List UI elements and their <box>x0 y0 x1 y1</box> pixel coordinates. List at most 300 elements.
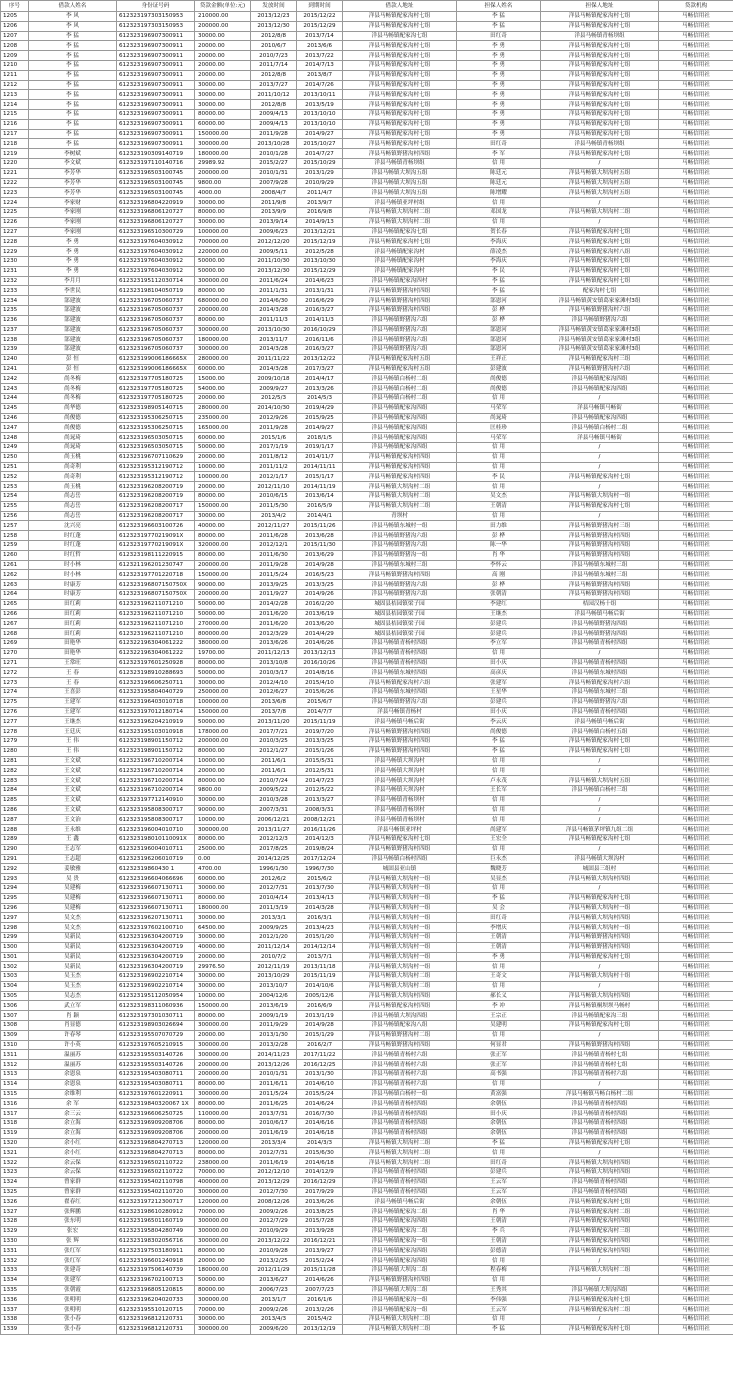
table-row <box>1 1070 733 1080</box>
cell-institution: 马畅信用社 <box>659 90 733 100</box>
cell-guarantor-name: 王朝清 <box>457 501 541 511</box>
cell-seq: 1332 <box>1 1256 29 1266</box>
cell-due-date: 1996/7/30 <box>297 864 343 874</box>
cell-seq: 1262 <box>1 570 29 580</box>
cell-borrower-address: 洋县马畅镇青杨村四组 <box>343 1119 457 1129</box>
table-row <box>1 1109 733 1119</box>
cell-amount: 30000.00 <box>195 217 251 227</box>
cell-due-date: 2014/6/26 <box>297 639 343 649</box>
cell-institution: 马畅信用社 <box>659 12 733 22</box>
cell-borrower-name: 彭 恒 <box>29 354 117 364</box>
cell-guarantor-address: / <box>541 981 659 991</box>
cell-institution: 马畅信用社 <box>659 590 733 600</box>
cell-institution: 马畅信用社 <box>659 1236 733 1246</box>
cell-issue-date: 2010/4/14 <box>251 893 297 903</box>
cell-seq: 1272 <box>1 668 29 678</box>
cell-id-number: 612323196607130711 <box>117 893 195 903</box>
cell-amount: 50000.00 <box>195 599 251 609</box>
cell-due-date: 2014/7/26 <box>297 80 343 90</box>
cell-guarantor-name: 田红奇 <box>457 31 541 41</box>
cell-borrower-name: 李 风 <box>29 21 117 31</box>
cell-borrower-name: 李芳华 <box>29 178 117 188</box>
cell-guarantor-name: 郜恩河 <box>457 335 541 345</box>
cell-amount: 320000.00 <box>195 541 251 551</box>
cell-due-date: 2015/5/24 <box>297 1089 343 1099</box>
cell-institution: 马畅信用社 <box>659 1021 733 1031</box>
cell-seq: 1321 <box>1 1148 29 1158</box>
cell-due-date: 2015/10/27 <box>297 139 343 149</box>
cell-id-number: 612323196211071210 <box>117 619 195 629</box>
cell-due-date: 2016/12/25 <box>297 1060 343 1070</box>
header-issue-date: 发放时间 <box>251 1 297 12</box>
cell-guarantor-address: 洋县马畅镇配家沟村七组 <box>541 70 659 80</box>
cell-guarantor-address: / <box>541 795 659 805</box>
cell-institution: 马畅信用社 <box>659 315 733 325</box>
cell-guarantor-address: 洋县马畅镇野猪沟村四组 <box>541 590 659 600</box>
cell-institution: 马畅信用社 <box>659 736 733 746</box>
cell-issue-date: 2009/2/26 <box>251 1305 297 1315</box>
cell-amount: 150000.00 <box>195 1001 251 1011</box>
cell-id-number: 61232319860430 1 <box>117 864 195 874</box>
cell-borrower-address: 洋县马畅镇配家沟二组 <box>343 1207 457 1217</box>
cell-amount: 200000.00 <box>195 21 251 31</box>
cell-id-number: 612323196204210919 <box>117 717 195 727</box>
cell-id-number: 612323196503050715 <box>117 433 195 443</box>
table-row <box>1 531 733 541</box>
cell-due-date: 2015/4/2 <box>297 1314 343 1324</box>
cell-borrower-address: 洋县马畅镇野猪沟六组 <box>343 345 457 355</box>
cell-amount: 80000.00 <box>195 1099 251 1109</box>
cell-issue-date: 2011/5/24 <box>251 570 297 580</box>
cell-due-date: 2015/11/30 <box>297 541 343 551</box>
cell-id-number: 612323197705180725 <box>117 394 195 404</box>
cell-guarantor-name: 邓国龙 <box>457 207 541 217</box>
cell-guarantor-name: 李 勇 <box>457 80 541 90</box>
cell-guarantor-name: 信 用 <box>457 1314 541 1324</box>
cell-borrower-name: 吴志杰 <box>29 991 117 1001</box>
cell-seq: 1221 <box>1 168 29 178</box>
cell-id-number: 612323196604066696 <box>117 874 195 884</box>
cell-institution: 马畅信用社 <box>659 1324 733 1334</box>
cell-due-date: 2014/11/11 <box>297 462 343 472</box>
table-row <box>1 717 733 727</box>
cell-guarantor-address: 洋县马畅镇大坝沟村 <box>541 854 659 864</box>
table-row <box>1 776 733 786</box>
cell-guarantor-name: 李 猛 <box>457 21 541 31</box>
cell-amount: 30000.00 <box>195 1314 251 1324</box>
cell-institution: 马畅信用社 <box>659 1030 733 1040</box>
cell-borrower-address: 洋县马畅镇马畅后街 <box>343 1197 457 1207</box>
cell-issue-date: 2009/1/19 <box>251 1011 297 1021</box>
cell-guarantor-address: 洋县马畅镇配家沟村七组 <box>541 1324 659 1334</box>
cell-amount: 20000.00 <box>195 452 251 462</box>
cell-due-date: 2013/9/7 <box>297 198 343 208</box>
cell-guarantor-address: 洋县马畅镇野猪沟四组 <box>541 629 659 639</box>
cell-seq: 1314 <box>1 1079 29 1089</box>
cell-due-date: 2017/12/24 <box>297 854 343 864</box>
cell-borrower-name: 张朝霞 <box>29 1285 117 1295</box>
cell-borrower-name: 许春琴 <box>29 1030 117 1040</box>
cell-seq: 1279 <box>1 736 29 746</box>
cell-borrower-name: 许小英 <box>29 1040 117 1050</box>
cell-issue-date: 2009/9/27 <box>251 384 297 394</box>
cell-borrower-name: 温丽苏 <box>29 1060 117 1070</box>
cell-due-date: 2017/3/27 <box>297 364 343 374</box>
cell-guarantor-name: 信 用 <box>457 883 541 893</box>
cell-issue-date: 2009/2/26 <box>251 1207 297 1217</box>
cell-borrower-name: 李 勇 <box>29 256 117 266</box>
cell-institution: 马畅信用社 <box>659 1011 733 1021</box>
cell-id-number: 612323196812120731 <box>117 1324 195 1334</box>
cell-borrower-address: 洋县马畅镇青杨村四组 <box>343 1187 457 1197</box>
cell-borrower-name: 时红哲 <box>29 550 117 560</box>
cell-guarantor-address: / <box>541 158 659 168</box>
cell-institution: 马畅信用社 <box>659 952 733 962</box>
cell-guarantor-name: 信 用 <box>457 815 541 825</box>
cell-seq: 1280 <box>1 746 29 756</box>
cell-borrower-address: 洋县马畅镇野猪沟六组 <box>343 325 457 335</box>
cell-guarantor-name: 李 猛 <box>457 893 541 903</box>
cell-due-date: 2016/9/8 <box>297 207 343 217</box>
cell-amount: 200000.00 <box>195 1128 251 1138</box>
cell-guarantor-name: 何显君 <box>457 1040 541 1050</box>
cell-seq: 1247 <box>1 423 29 433</box>
table-row <box>1 237 733 247</box>
cell-borrower-name: 王常旺 <box>29 658 117 668</box>
cell-id-number: 612323196907300911 <box>117 80 195 90</box>
table-row <box>1 629 733 639</box>
cell-institution: 马畅信用社 <box>659 1314 733 1324</box>
cell-seq: 1243 <box>1 384 29 394</box>
cell-seq: 1276 <box>1 707 29 717</box>
cell-borrower-address: 洋县马畅镇配家沟村七组 <box>343 100 457 110</box>
cell-guarantor-address: 洋县马畅镇东城村四组 <box>541 668 659 678</box>
cell-borrower-address: 洋县马畅镇大坝沟村二组 <box>343 217 457 227</box>
cell-borrower-name: 李芳华 <box>29 168 117 178</box>
cell-amount: 300000.00 <box>195 1324 251 1334</box>
cell-borrower-name: 郜建波 <box>29 305 117 315</box>
cell-seq: 1302 <box>1 962 29 972</box>
cell-due-date: 2014/5/3 <box>297 394 343 404</box>
cell-issue-date: 2011/11/22 <box>251 354 297 364</box>
cell-guarantor-address: 洋县马畅镇东城村三组 <box>541 560 659 570</box>
cell-issue-date: 2009/5/22 <box>251 785 297 795</box>
cell-id-number: 612323196607130711 <box>117 903 195 913</box>
cell-seq: 1312 <box>1 1060 29 1070</box>
cell-borrower-address: 洋县马畅镇青杨村六组 <box>343 1050 457 1060</box>
cell-guarantor-name: 王秀其 <box>457 1285 541 1295</box>
table-row <box>1 492 733 502</box>
table-row <box>1 256 733 266</box>
cell-seq: 1338 <box>1 1314 29 1324</box>
cell-issue-date: 2011/9/28 <box>251 560 297 570</box>
cell-guarantor-name: 李 民 <box>457 266 541 276</box>
cell-id-number: 612323196907300911 <box>117 100 195 110</box>
cell-amount: 0.00 <box>195 854 251 864</box>
cell-guarantor-address: 洋县马畅镇配家沟村七组 <box>541 501 659 511</box>
cell-institution: 马畅信用社 <box>659 991 733 1001</box>
cell-amount: 300000.00 <box>195 1295 251 1305</box>
cell-borrower-name: 王永维 <box>29 825 117 835</box>
table-row <box>1 207 733 217</box>
table-row <box>1 1050 733 1060</box>
table-row <box>1 109 733 119</box>
cell-due-date: 2013/7/30 <box>297 883 343 893</box>
cell-due-date: 2014/9/13 <box>297 217 343 227</box>
cell-guarantor-address: 洋县马畅镇配家沟村七组 <box>541 952 659 962</box>
cell-due-date: 2013/12/21 <box>297 227 343 237</box>
cell-institution: 马畅信用社 <box>659 962 733 972</box>
cell-due-date: 2016/11/26 <box>297 825 343 835</box>
cell-guarantor-name: 肖 华 <box>457 550 541 560</box>
cell-amount: 60000.00 <box>195 119 251 129</box>
cell-guarantor-address: 洋县马畅镇配家沟村七组 <box>541 276 659 286</box>
cell-institution: 马畅信用社 <box>659 21 733 31</box>
cell-amount: 20000.00 <box>195 766 251 776</box>
cell-borrower-name: 吴建梅 <box>29 893 117 903</box>
cell-guarantor-name: 信 用 <box>457 962 541 972</box>
cell-borrower-address: 洋县马畅镇大坝沟村 <box>343 766 457 776</box>
cell-amount: 220000.00 <box>195 247 251 257</box>
cell-borrower-name: 尚志岳 <box>29 492 117 502</box>
cell-borrower-name: 田红莉 <box>29 609 117 619</box>
cell-borrower-address: 洋县马畅镇配家沟村四组 <box>343 472 457 482</box>
header-due-date: 到期时间 <box>297 1 343 12</box>
cell-seq: 1339 <box>1 1324 29 1334</box>
cell-institution: 马畅信用社 <box>659 433 733 443</box>
table-row <box>1 129 733 139</box>
cell-guarantor-name: 王长军 <box>457 785 541 795</box>
cell-issue-date: 2013/9/14 <box>251 217 297 227</box>
table-row <box>1 736 733 746</box>
cell-institution: 马畅信用社 <box>659 1168 733 1178</box>
cell-amount: 10000.00 <box>195 991 251 1001</box>
cell-amount: 30000.00 <box>195 932 251 942</box>
cell-id-number: 612323196503050715 <box>117 443 195 453</box>
cell-amount: 80000.00 <box>195 1285 251 1295</box>
cell-borrower-name: 郜建波 <box>29 335 117 345</box>
cell-id-number: 612323196304200719 <box>117 952 195 962</box>
cell-borrower-address: 洋县马畅镇大坝沟村二组 <box>343 207 457 217</box>
cell-issue-date: 2014/3/28 <box>251 345 297 355</box>
cell-seq: 1248 <box>1 433 29 443</box>
cell-borrower-address: 洋县马畅镇野猪沟村四组 <box>343 746 457 756</box>
cell-borrower-name: 李 猛 <box>29 31 117 41</box>
cell-seq: 1252 <box>1 472 29 482</box>
cell-guarantor-name: 李 兵 <box>457 1226 541 1236</box>
cell-guarantor-address: 洋县马畅镇白杨村三组 <box>541 785 659 795</box>
cell-institution: 马畅信用社 <box>659 1246 733 1256</box>
cell-amount: 200000.00 <box>195 1060 251 1070</box>
cell-borrower-name: 尚俊德 <box>29 423 117 433</box>
table-row <box>1 1197 733 1207</box>
cell-borrower-name: 吴 贵 <box>29 874 117 884</box>
cell-due-date: 2014/4/1 <box>297 511 343 521</box>
cell-guarantor-name: 李 冲 <box>457 1001 541 1011</box>
cell-borrower-name: 李 风 <box>29 12 117 22</box>
table-row <box>1 247 733 257</box>
table-row <box>1 1148 733 1158</box>
cell-issue-date: 2011/6/1 <box>251 756 297 766</box>
cell-amount: 200000.00 <box>195 560 251 570</box>
cell-issue-date: 2011/7/14 <box>251 60 297 70</box>
cell-borrower-name: 尚志岳 <box>29 501 117 511</box>
cell-id-number: 612323197601250928 <box>117 658 195 668</box>
cell-borrower-address: 洋县马畅镇配家沟七组 <box>343 227 457 237</box>
cell-issue-date: 2013/1/7 <box>251 1295 297 1305</box>
cell-guarantor-address: 洋县马畅镇黄安镇葛家家滩村3组 <box>541 325 659 335</box>
cell-borrower-name: 王文治 <box>29 815 117 825</box>
cell-institution: 马畅信用社 <box>659 501 733 511</box>
cell-guarantor-address: 洋县马畅镇青杨坝组 <box>541 139 659 149</box>
cell-seq: 1228 <box>1 237 29 247</box>
cell-guarantor-name: 李 勇 <box>457 119 541 129</box>
cell-guarantor-name: 田红奇 <box>457 1158 541 1168</box>
cell-due-date: 2016/12/21 <box>297 1236 343 1246</box>
cell-borrower-name: 吴新民 <box>29 932 117 942</box>
cell-amount: 80000.00 <box>195 1246 251 1256</box>
cell-institution: 马畅信用社 <box>659 384 733 394</box>
cell-amount: 20000.00 <box>195 952 251 962</box>
cell-guarantor-name: 尚俊德 <box>457 384 541 394</box>
cell-borrower-name: 尚志岳 <box>29 511 117 521</box>
table-row <box>1 374 733 384</box>
cell-guarantor-address: 洋县马畅镇青杨村七组 <box>541 1060 659 1070</box>
cell-borrower-address: 洋县马畅镇青杨村六组 <box>343 1079 457 1089</box>
cell-institution: 马畅信用社 <box>659 541 733 551</box>
cell-seq: 1236 <box>1 315 29 325</box>
cell-amount: 9800.00 <box>195 178 251 188</box>
cell-due-date: 2014/7/23 <box>297 776 343 786</box>
cell-borrower-address: 洋县马畅镇青杨坝村 <box>343 795 457 805</box>
cell-amount: 400000.00 <box>195 1177 251 1187</box>
cell-borrower-name: 余三云 <box>29 1109 117 1119</box>
cell-guarantor-name: 吴 会 <box>457 903 541 913</box>
cell-borrower-address: 洋县马畅镇配家沟四组 <box>343 1217 457 1227</box>
cell-borrower-address: 洋县马畅镇配家沟一组 <box>343 1305 457 1315</box>
cell-amount: 200000.00 <box>195 1070 251 1080</box>
table-row <box>1 825 733 835</box>
cell-amount: 150000.00 <box>195 707 251 717</box>
cell-guarantor-name: 魏晓芳 <box>457 864 541 874</box>
cell-borrower-address: 洋县马畅镇大坝沟五组 <box>343 188 457 198</box>
cell-institution: 马畅信用社 <box>659 776 733 786</box>
cell-amount: 110000.00 <box>195 1109 251 1119</box>
cell-due-date: 2015/11/28 <box>297 1266 343 1276</box>
cell-issue-date: 2010/1/31 <box>251 168 297 178</box>
cell-guarantor-name: 李 勇 <box>457 51 541 61</box>
cell-guarantor-address: 洋县马畅镇配家沟村四组 <box>541 1246 659 1256</box>
cell-borrower-name: 李文斌 <box>29 158 117 168</box>
cell-borrower-address: 洋县马畅镇马畅后街 <box>343 717 457 727</box>
cell-seq: 1263 <box>1 580 29 590</box>
cell-borrower-name: 尚玉桃 <box>29 482 117 492</box>
cell-due-date: 2008/3/31 <box>297 805 343 815</box>
cell-guarantor-address: 洋县马畅镇东城村三组 <box>541 570 659 580</box>
cell-amount: 178000.00 <box>195 727 251 737</box>
cell-borrower-name: 温丽苏 <box>29 1050 117 1060</box>
table-row <box>1 286 733 296</box>
cell-borrower-address: 洋县马畅镇白杨村四组 <box>343 854 457 864</box>
cell-seq: 1286 <box>1 805 29 815</box>
cell-borrower-address: 洋县马畅镇野猪沟村四组 <box>343 1275 457 1285</box>
cell-issue-date: 2011/9/8 <box>251 198 297 208</box>
cell-id-number: 612323196601240918 <box>117 1256 195 1266</box>
cell-seq: 1241 <box>1 364 29 374</box>
cell-guarantor-name: 信 用 <box>457 217 541 227</box>
cell-due-date: 2013/2/26 <box>297 1305 343 1315</box>
cell-issue-date: 2006/12/21 <box>251 815 297 825</box>
cell-id-number: 612323198311060936 <box>117 1001 195 1011</box>
cell-borrower-address: 洋县马畅镇配家沟村四组 <box>343 462 457 472</box>
cell-borrower-address: 洋县马畅镇配家沟村五组 <box>343 354 457 364</box>
cell-institution: 马畅信用社 <box>659 276 733 286</box>
table-row <box>1 1168 733 1178</box>
cell-guarantor-name: 李 猛 <box>457 746 541 756</box>
cell-guarantor-address: 洋县马畅镇配家沟村七组 <box>541 256 659 266</box>
cell-guarantor-address: 洋县马畅镇配家沟四组 <box>541 384 659 394</box>
cell-institution: 马畅信用社 <box>659 550 733 560</box>
table-row <box>1 80 733 90</box>
cell-borrower-address: 洋县马畅镇野猪沟村四组 <box>343 736 457 746</box>
cell-guarantor-address: 桔园汉杨十组 <box>541 599 659 609</box>
cell-due-date: 2015/1/26 <box>297 746 343 756</box>
cell-guarantor-address: 洋县马畅镇青杨村四组 <box>541 707 659 717</box>
cell-seq: 1244 <box>1 394 29 404</box>
cell-issue-date: 2013/11/7 <box>251 335 297 345</box>
cell-guarantor-address: 洋县马畅镇大坝沟村五组 <box>541 776 659 786</box>
cell-institution: 马畅信用社 <box>659 492 733 502</box>
cell-amount: 60000.00 <box>195 874 251 884</box>
table-row <box>1 227 733 237</box>
cell-guarantor-name: 信 用 <box>457 452 541 462</box>
cell-borrower-name: 王建军 <box>29 697 117 707</box>
cell-borrower-address: 洋县马畅镇配家沟四组 <box>343 1256 457 1266</box>
cell-id-number: 612323196211071210 <box>117 609 195 619</box>
cell-seq: 1336 <box>1 1295 29 1305</box>
cell-borrower-address: 洋县马畅镇配家沟二组 <box>343 1226 457 1236</box>
cell-amount: 100000.00 <box>195 472 251 482</box>
cell-due-date: 2017/11/22 <box>297 1050 343 1060</box>
cell-institution: 马畅信用社 <box>659 41 733 51</box>
cell-id-number: 612323196705060737 <box>117 305 195 315</box>
cell-id-number: 612323195804280749 <box>117 1226 195 1236</box>
cell-issue-date: 2013/12/30 <box>251 266 297 276</box>
cell-institution: 马畅信用社 <box>659 825 733 835</box>
cell-borrower-address: 洋县马畅镇青杨村四组 <box>343 1109 457 1119</box>
cell-borrower-name: 吴新民 <box>29 942 117 952</box>
table-row <box>1 325 733 335</box>
table-row <box>1 1128 733 1138</box>
cell-due-date: 2013/3/27 <box>297 795 343 805</box>
cell-institution: 马畅信用社 <box>659 1285 733 1295</box>
cell-seq: 1249 <box>1 443 29 453</box>
cell-id-number: 612323195312190712 <box>117 462 195 472</box>
cell-borrower-address: 洋县马畅镇青杨村四组 <box>343 1128 457 1138</box>
cell-guarantor-name: 余朝伍 <box>457 1099 541 1109</box>
cell-borrower-address: 洋县马畅镇东城村四组 <box>343 687 457 697</box>
cell-borrower-name: 时小林 <box>29 560 117 570</box>
cell-amount: 60000.00 <box>195 433 251 443</box>
cell-seq: 1232 <box>1 276 29 286</box>
cell-institution: 马畅信用社 <box>659 423 733 433</box>
cell-institution: 马畅信用社 <box>659 795 733 805</box>
cell-seq: 1254 <box>1 492 29 502</box>
cell-amount: 300000.00 <box>195 825 251 835</box>
cell-due-date: 2013/1/19 <box>297 1011 343 1021</box>
cell-due-date: 2016/7/30 <box>297 1109 343 1119</box>
cell-borrower-name: 彭 恒 <box>29 364 117 374</box>
